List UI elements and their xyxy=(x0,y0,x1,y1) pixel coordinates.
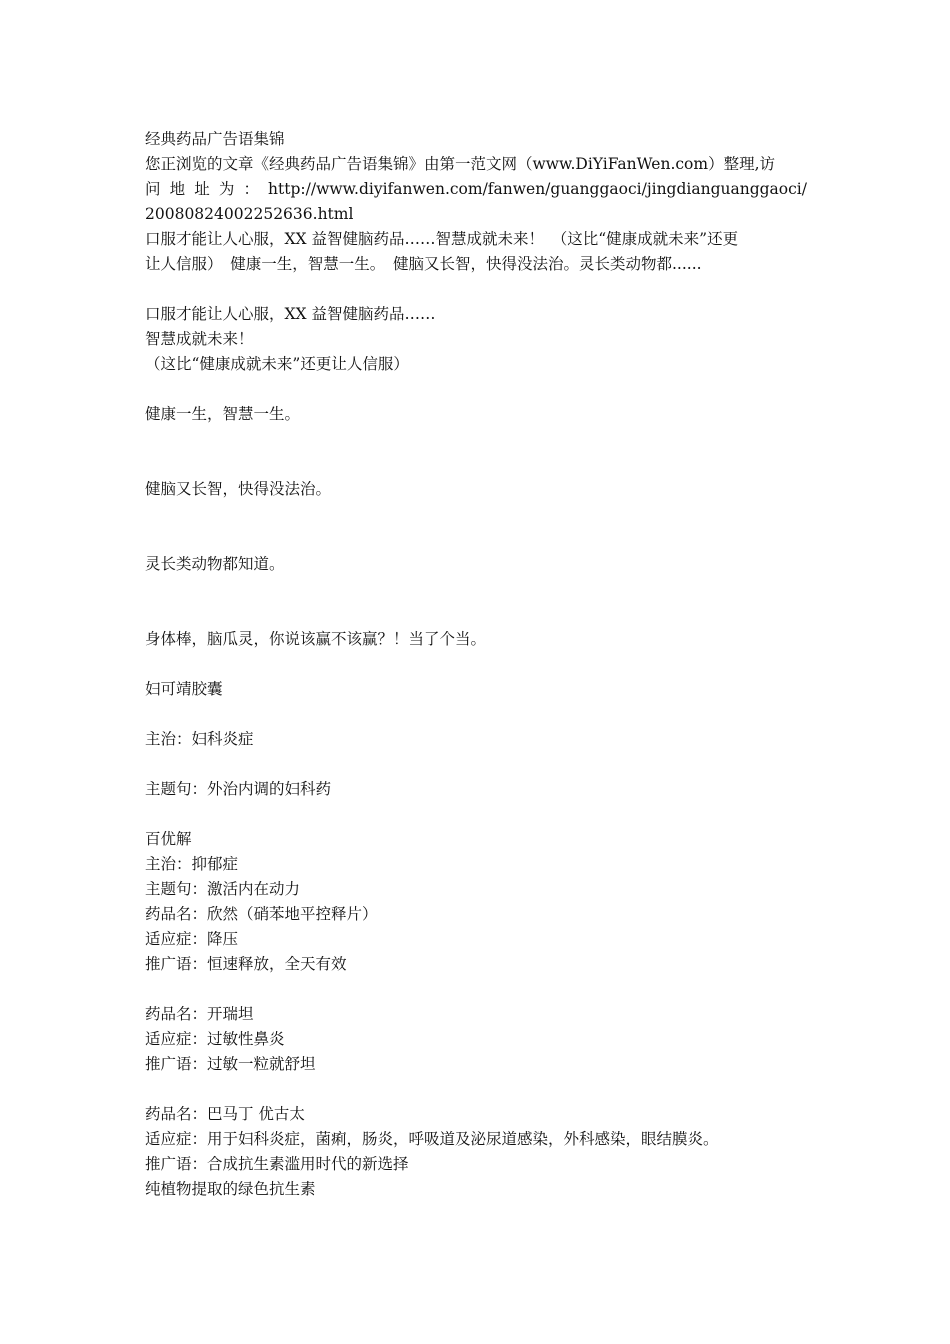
spacer xyxy=(145,752,807,777)
drug-theme: 主题句：激活内在动力 xyxy=(145,880,301,898)
drug-theme: 主题句：外治内调的妇科药 xyxy=(145,780,332,798)
drug-name: 妇可靖胶囊 xyxy=(145,680,223,698)
spacer xyxy=(145,377,807,402)
intro-word: 址 xyxy=(194,180,210,198)
spacer xyxy=(145,802,807,827)
spacer xyxy=(145,577,807,627)
summary-line-2: 让人信服） 健康一生，智慧一生。 健脑又长智，快得没法治。灵长类动物都...... xyxy=(145,255,702,273)
document-body xyxy=(145,127,807,1202)
drug-indication: 适应症：降压 xyxy=(145,930,239,948)
drug-slogan: 推广语：过敏一粒就舒坦 xyxy=(145,1055,316,1073)
spacer xyxy=(145,977,807,1002)
spacer xyxy=(145,702,807,727)
drug-slogan: 推广语：合成抗生素滥用时代的新选择 xyxy=(145,1155,409,1173)
drug-indication: 主治：抑郁症 xyxy=(145,855,239,873)
slogan-line: 健康一生，智慧一生。 xyxy=(145,405,301,423)
summary-line-1: 口服才能让人心服，XX 益智健脑药品……智慧成就未来！ （这比“健康成就未来”还更 xyxy=(145,230,739,248)
spacer xyxy=(145,502,807,552)
drug-name: 药品名：欣然（硝苯地平控释片） xyxy=(145,905,378,923)
spacer xyxy=(145,427,807,477)
intro-line-3: 20080824002252636.html xyxy=(145,205,354,223)
drug-name: 药品名：巴马丁 优古太 xyxy=(145,1105,305,1123)
drug-indication: 适应症：过敏性鼻炎 xyxy=(145,1030,285,1048)
slogan-line: 智慧成就未来！ xyxy=(145,330,254,348)
slogan-line: 口服才能让人心服，XX 益智健脑药品…… xyxy=(145,305,436,323)
slogan-line: 健脑又长智，快得没法治。 xyxy=(145,480,332,498)
intro-word: 为 xyxy=(218,180,235,198)
drug-indication: 主治：妇科炎症 xyxy=(145,730,254,748)
document-title: 经典药品广告语集锦 xyxy=(145,130,285,148)
drug-name: 药品名：开瑞坦 xyxy=(145,1005,254,1023)
drug-name: 百优解 xyxy=(145,830,192,848)
slogan-line: 身体棒，脑瓜灵，你说该赢不该赢？！当了个当。 xyxy=(145,630,487,648)
intro-word: 问 xyxy=(145,180,161,198)
intro-word: ： xyxy=(243,180,259,198)
spacer xyxy=(145,652,807,677)
drug-indication: 适应症：用于妇科炎症，菌痢，肠炎，呼吸道及泌尿道感染，外科感染，眼结膜炎。 xyxy=(145,1130,719,1148)
spacer xyxy=(145,1077,807,1102)
spacer xyxy=(145,277,807,302)
slogan-line: （这比“健康成就未来”还更让人信服） xyxy=(145,355,409,373)
intro-word: 地 xyxy=(169,180,186,198)
slogan-line: 灵长类动物都知道。 xyxy=(145,555,285,573)
intro-url-part: http://www.diyifanwen.com/fanwen/guanggaoci/jingdianguanggaoci/ xyxy=(268,180,807,198)
intro-line-2 xyxy=(145,177,807,202)
drug-slogan: 纯植物提取的绿色抗生素 xyxy=(145,1180,316,1198)
drug-slogan: 推广语：恒速释放，全天有效 xyxy=(145,955,347,973)
intro-line-1: 您正浏览的文章《经典药品广告语集锦》由第一范文网（www.DiYiFanWen.com）整理,访 xyxy=(145,155,776,173)
